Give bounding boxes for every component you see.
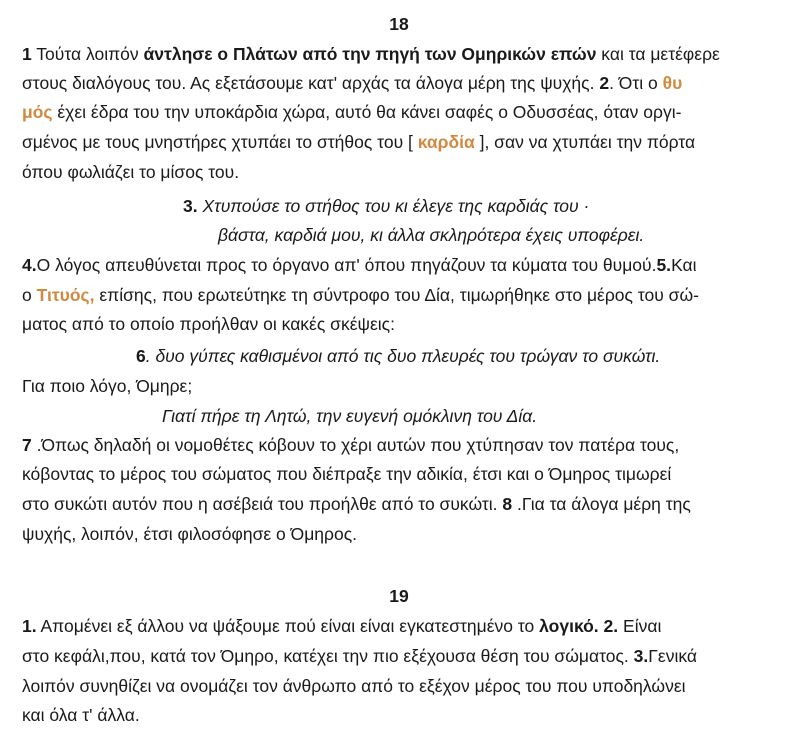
paragraph-line — [22, 130, 695, 154]
text-run: λοιπόν συνηθίζει να ονομάζει τον άνθρωπο από το εξέχον μέρος του που υποδηλώνει — [22, 676, 686, 696]
verse-number: 6 — [136, 346, 146, 366]
paragraph-line — [22, 522, 357, 546]
paragraph-line — [22, 433, 679, 457]
text-run: Είναι — [618, 616, 662, 636]
paragraph-line — [22, 253, 697, 277]
text-run: επίσης, που ερωτεύτηκε τη σύντροφο του Δία, τιμωρήθηκε στο μέρος του σώ- — [94, 285, 699, 305]
paragraph-line — [22, 614, 661, 638]
paragraph-line — [22, 160, 239, 184]
text-run: ματος από το οποίο προήλθαν οι κακές σκέψεις: — [22, 314, 395, 334]
paragraph-line — [22, 283, 699, 307]
verse-number: 5. — [656, 255, 672, 275]
quote-line: βάστα, καρδιά μου, κι άλλα σκληρότερα έχεις υποφέρει. — [218, 225, 645, 245]
highlight-word: Τιτυός, — [36, 285, 95, 305]
quote-text: . δυο γύπες καθισμένοι από τις δυο πλευρές του τρώγαν το συκώτι. — [145, 346, 661, 366]
verse-number: 1 — [22, 44, 32, 64]
text-run: ο — [22, 285, 37, 305]
paragraph-line — [22, 71, 682, 95]
text-run: όπου φωλιάζει το μίσος του. — [22, 162, 240, 182]
quote-text: Χτυπούσε το στήθος του κι έλεγε της καρδιάς του · — [197, 196, 590, 216]
text-run: Απομένει εξ άλλου να ψάξουμε πού είναι είναι εγκατεστημένο το — [36, 616, 540, 636]
text-run: και όλα τ' άλλα. — [22, 705, 140, 725]
section-18-heading: 18 — [389, 14, 409, 34]
text-run: Γενικά — [648, 646, 697, 666]
highlight-word: καρδία — [417, 132, 475, 152]
paragraph-line: Για ποιο λόγο, Όμηρε; — [22, 376, 193, 396]
quote-line — [136, 344, 660, 368]
verse-number: 2. — [598, 616, 619, 636]
paragraph-line — [22, 492, 691, 516]
bold-phrase: λογικό. — [539, 616, 599, 636]
text-run: στο κεφάλι,που, κατά τον Όμηρο, κατέχει την πιο εξέχουσα θέση του σώματος. — [22, 646, 634, 666]
paragraph-line — [22, 42, 720, 66]
paragraph-line — [22, 462, 671, 486]
text-run: .Όπως δηλαδή οι νομοθέτες κόβουν το χέρι αυτών που χτύπησαν τον πατέρα τους, — [31, 435, 680, 455]
paragraph-line — [22, 674, 686, 698]
text-run: έχει έδρα του την υποκάρδια χώρα, αυτό θα κάνει σαφές ο Οδυσσέας, όταν οργι- — [52, 102, 682, 122]
verse-number: 3. — [183, 196, 198, 216]
text-run: Ο λόγος απευθύνεται προς το όργανο απ' όπου πηγάζουν τα κύματα του θυμού. — [36, 255, 657, 275]
text-run: . Ότι ο — [609, 73, 663, 93]
verse-number: 8 — [502, 494, 513, 514]
verse-number: 7 — [22, 435, 32, 455]
highlight-word: μός — [22, 102, 53, 122]
verse-number: 2 — [599, 73, 610, 93]
paragraph-line — [22, 312, 395, 336]
highlight-word: θυ — [662, 73, 683, 93]
text-run: .Για τα άλογα μέρη της — [512, 494, 691, 514]
text-run: σμένος με τους μνηστήρες χτυπάει το στήθος του [ — [22, 132, 418, 152]
bold-phrase: άντλησε ο Πλάτων από την πηγή των Ομηρικών επών — [143, 44, 597, 64]
text-run: κόβοντας το μέρος του σώματος που διέπραξε την αδικία, έτσι και ο Όμηρος τιμωρεί — [22, 464, 672, 484]
text-run: στους διαλόγους του. Ας εξετάσουμε κατ' αρχάς τα άλογα μέρη της ψυχής. — [22, 73, 600, 93]
text-run: ψυχής, λοιπόν, έτσι φιλοσόφησε ο Όμηρος. — [22, 524, 358, 544]
text-run: και τα μετέφερε — [596, 44, 720, 64]
verse-number: 1. — [22, 616, 37, 636]
text-run: στο συκώτι αυτόν που η ασέβειά του προήλθε από το συκώτι. — [22, 494, 503, 514]
text-run: Τούτα λοιπόν — [31, 44, 144, 64]
quote-line: Γιατί πήρε τη Λητώ, την ευγενή ομόκλινη του Δία. — [162, 406, 538, 426]
quote-line — [183, 194, 589, 218]
verse-number: 3. — [633, 646, 649, 666]
verse-number: 4. — [22, 255, 37, 275]
text-run: ], σαν να χτυπάει την πόρτα — [474, 132, 696, 152]
paragraph-line — [22, 644, 697, 668]
paragraph-line — [22, 703, 140, 727]
paragraph-line — [22, 100, 681, 124]
text-run: Και — [671, 255, 697, 275]
section-19-heading: 19 — [389, 586, 409, 606]
